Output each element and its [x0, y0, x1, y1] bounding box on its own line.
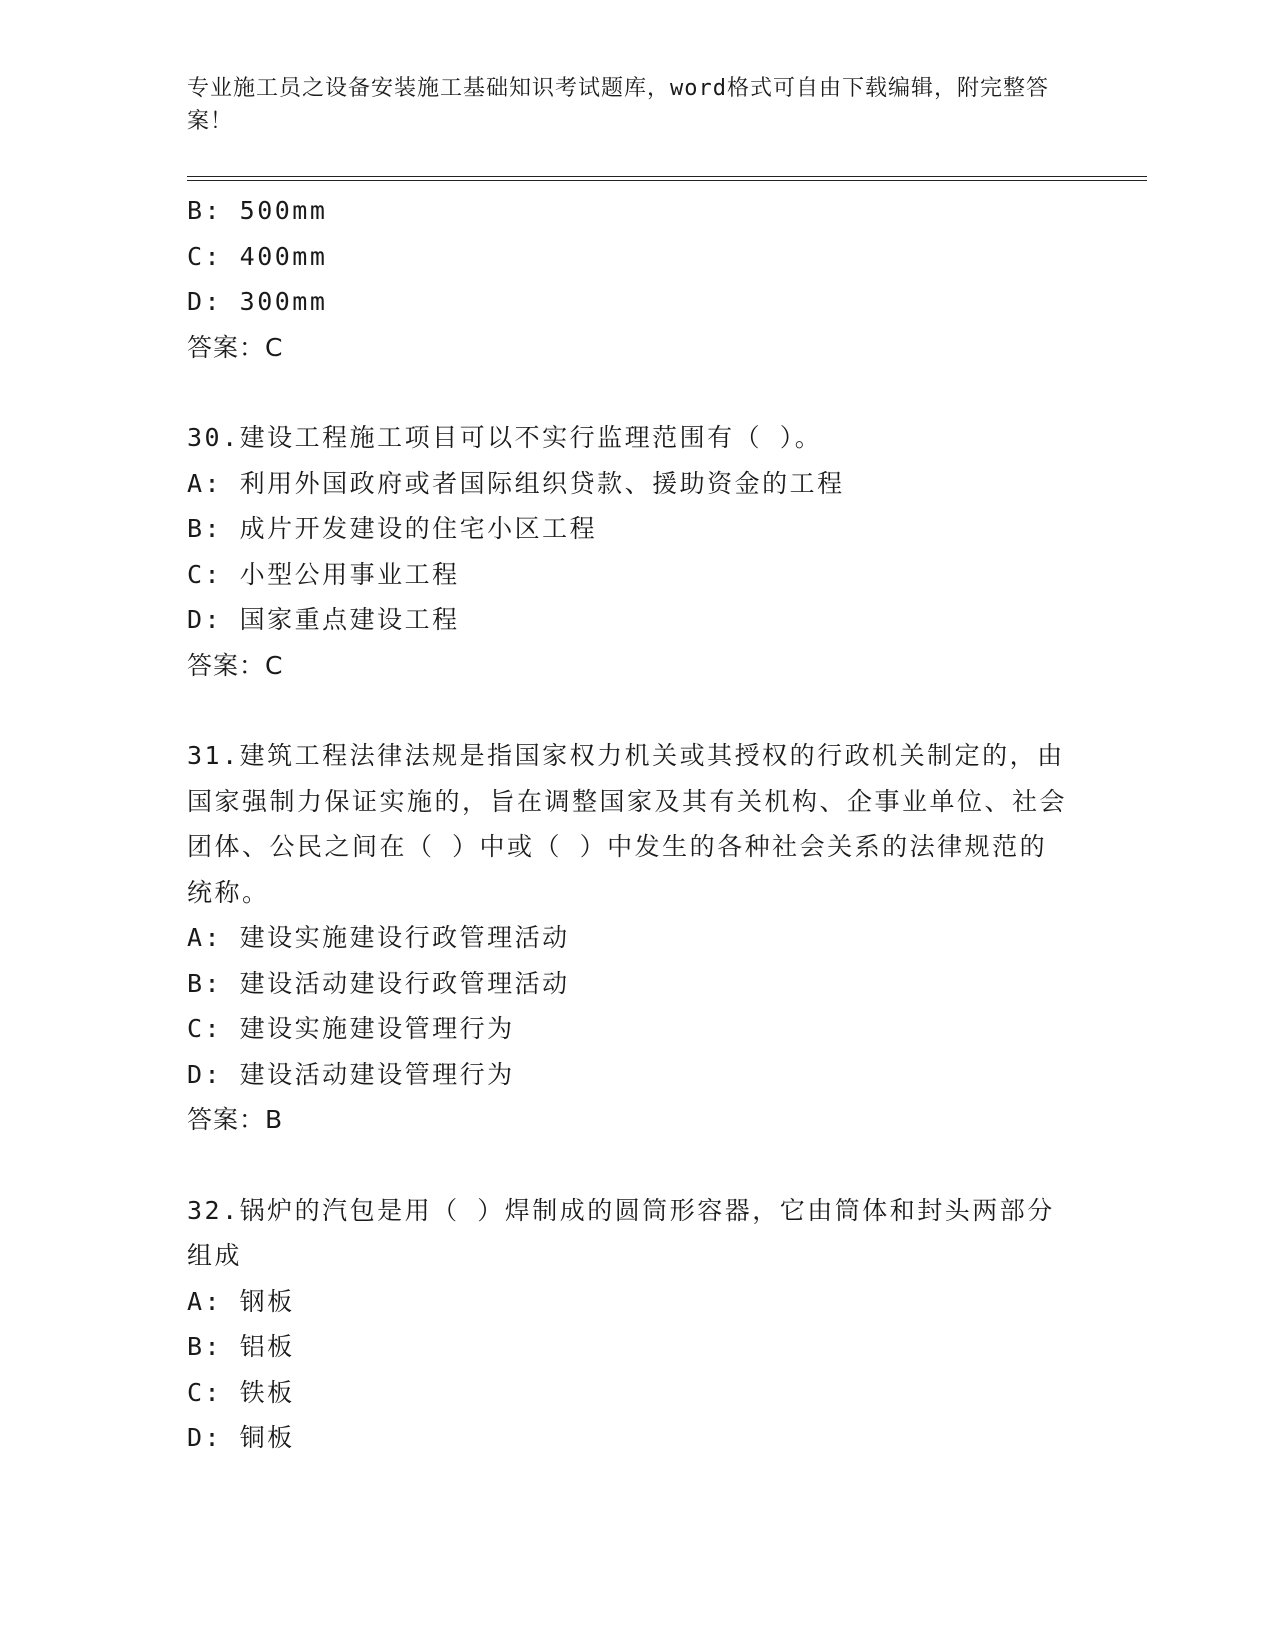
option-d: D: 铜板 [187, 1423, 295, 1452]
answer-line: 答案：C [187, 332, 284, 362]
document-page [187, 72, 1147, 1461]
continued-question [187, 188, 1147, 370]
option-a: A: 建设实施建设行政管理活动 [187, 923, 570, 952]
option-b: B: 500mm [187, 196, 328, 225]
document-content [187, 188, 1147, 1461]
header-rule-inner [187, 180, 1147, 181]
option-d: D: 建设活动建设管理行为 [187, 1059, 515, 1089]
answer-line: 答案：C [187, 650, 284, 680]
option-c: C: 铁板 [187, 1377, 295, 1407]
question-32 [187, 1188, 1147, 1461]
option-b: B: 成片开发建设的住宅小区工程 [187, 514, 598, 543]
question-stem: 32.锅炉的汽包是用（ ）焊制成的圆筒形容器，它由筒体和封头两部分组成 [187, 1195, 1055, 1270]
document-header-title: 专业施工员之设备安装施工基础知识考试题库，word格式可自由下载编辑，附完整答案！ [187, 76, 1049, 134]
option-d: D: 国家重点建设工程 [187, 605, 460, 634]
option-c: C: 小型公用事业工程 [187, 559, 460, 589]
question-stem: 31.建筑工程法律法规是指国家权力机关或其授权的行政机关制定的，由国家强制力保证实施的，旨在调整国家及其有关机构、企事业单位、社会团体、公民之间在（ ）中或（ ）中发生的各种社会关系的法律规范的统称。 [187, 741, 1068, 907]
question-30 [187, 415, 1147, 688]
option-b: B: 建设活动建设行政管理活动 [187, 968, 570, 998]
option-a: A: 钢板 [187, 1286, 295, 1316]
answer-line: 答案：B [187, 1105, 284, 1134]
header-double-rule [187, 176, 1147, 181]
option-c: C: 建设实施建设管理行为 [187, 1014, 515, 1043]
question-stem: 30.建设工程施工项目可以不实行监理范围有（ ）。 [187, 423, 823, 452]
option-b: B: 铝板 [187, 1332, 295, 1361]
question-31 [187, 733, 1147, 1143]
option-a: A: 利用外国政府或者国际组织贷款、援助资金的工程 [187, 468, 845, 498]
option-d: D: 300mm [187, 287, 328, 316]
option-c: C: 400mm [187, 241, 328, 271]
